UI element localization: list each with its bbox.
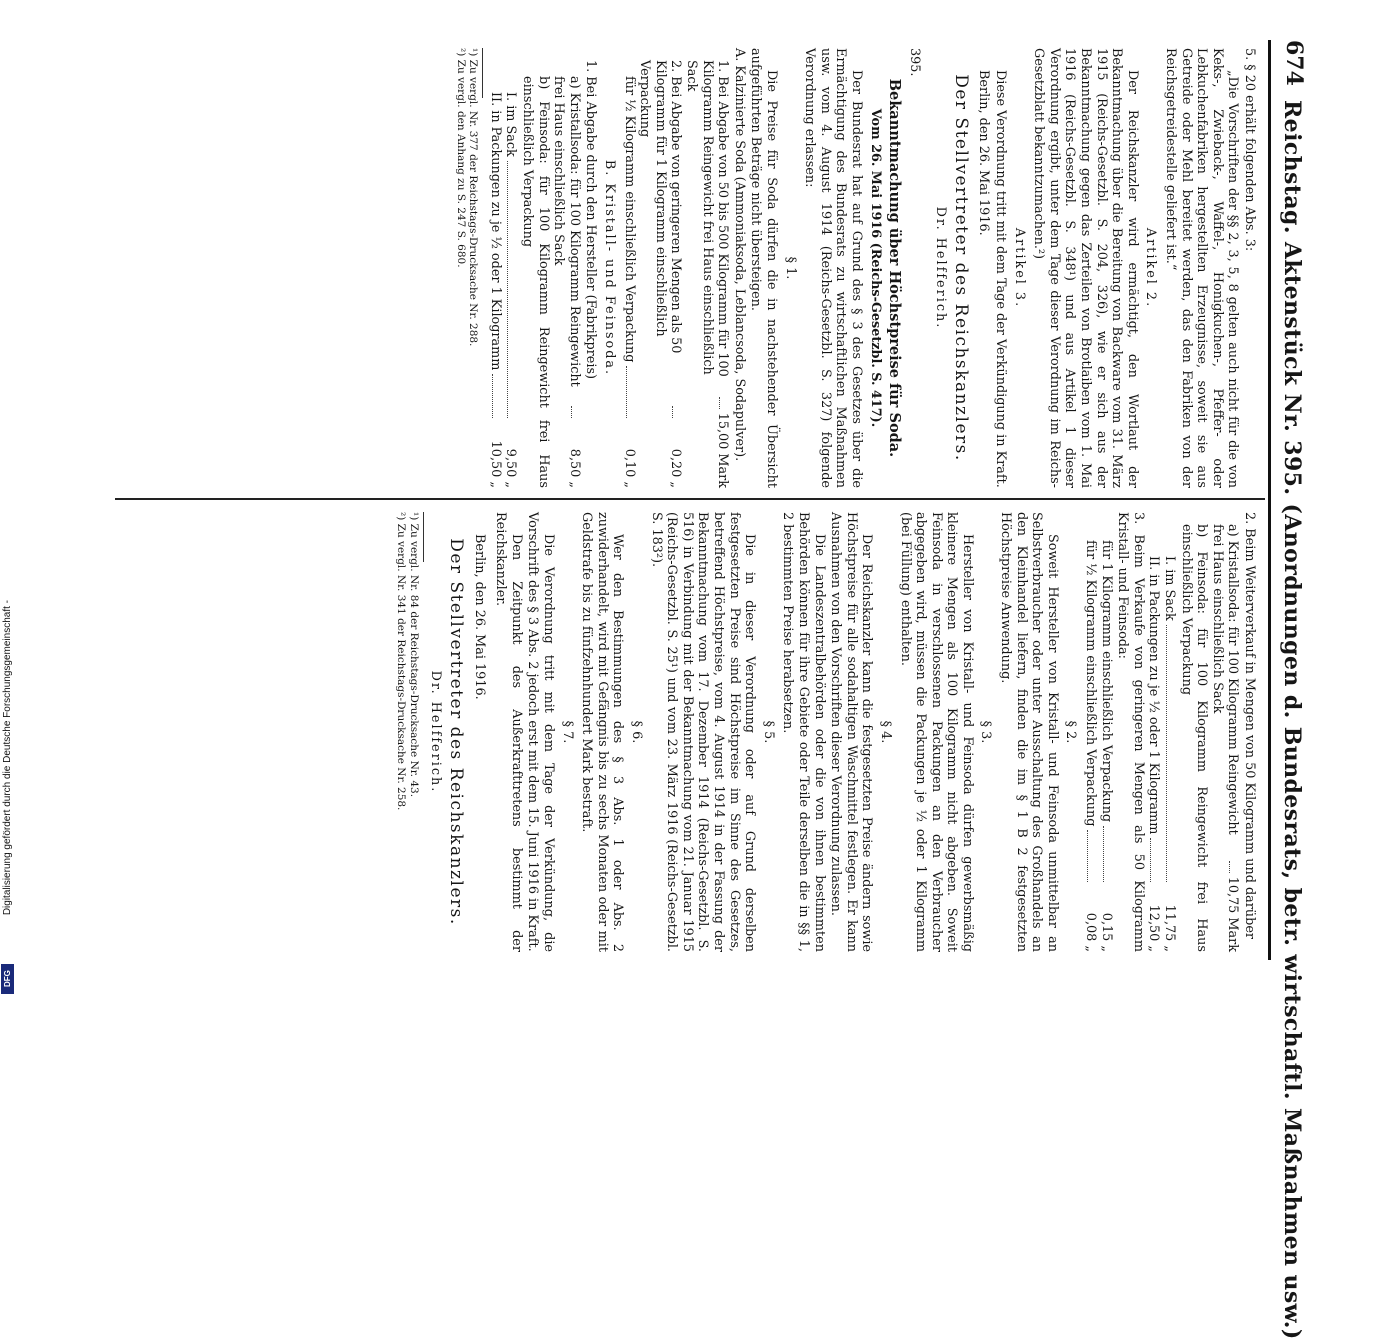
price-row-r2b-i xyxy=(1161,512,1177,952)
left-signer-name: Dr. Helfferich. xyxy=(933,206,949,330)
right-column xyxy=(77,512,1257,952)
price-label: für ½ Kilogramm einschließlich Verpackung xyxy=(621,76,637,363)
footnote-rule xyxy=(482,48,483,98)
price-value: 15,00 Mark xyxy=(715,412,731,488)
section-4-text: Der Reichskanzler kann die festgesetzten Preise ändern sowie Höchstpreise für alle sodahaltigen Waschmittel festlegen. Er kann Ausnahmen von den Vorschriften dieser Verordnung zulassen. xyxy=(828,512,875,952)
price-row-b1b-ii xyxy=(487,48,503,488)
price-value: 10,50 „ xyxy=(487,440,503,488)
header-rule xyxy=(1268,40,1271,960)
right-signer-title: Der Stellvertreter des Reichskanzlers. xyxy=(446,538,467,926)
price-value: 0,20 „ xyxy=(668,448,684,488)
section-2-title: § 2. xyxy=(1063,720,1079,744)
price-row-a2b xyxy=(621,48,637,488)
section-4-title: § 4. xyxy=(877,720,893,744)
section-3-title: § 3. xyxy=(978,720,994,744)
left-place-date: Berlin, den 26. Mai 1916. xyxy=(976,70,992,236)
price-value: 0,15 „ xyxy=(1098,912,1114,952)
price-row-b1a xyxy=(551,48,582,488)
price-row-r3b xyxy=(1082,512,1098,952)
section-6-text: Wer den Bestimmungen des § 3 Abs. 1 oder Abs. 2 zuwiderhandelt, wird mit Gefängnis bis zu sechs Monaten oder mit Geldstrafe bis zu fünfzehnhundert Mark bestraft. xyxy=(579,512,626,952)
right-place-date: Berlin, den 26. Mai 1916. xyxy=(471,534,487,700)
section-6-title: § 6. xyxy=(629,720,645,744)
right-footnote-2: ²) Zu vergl. Nr. 341 der Reichstags-Drucksache Nr. 258. xyxy=(395,512,408,811)
digitization-credit: Digitalisierung gefördert durch die Deutsche Forschungsgemeinschaft - xyxy=(2,600,13,916)
left-footnote-1: ¹) Zu vergl. Nr. 377 der Reichstags-Drucksache Nr. 288. xyxy=(467,48,480,347)
price-row-r3a xyxy=(1098,512,1114,952)
price-label: für ½ Kilogramm einschließlich Verpackung xyxy=(1083,540,1099,827)
page-number: 674 xyxy=(1281,40,1307,86)
ordinance-intro: Der Bundesrat hat auf Grund des § 3 des Gesetzes über die Ermächtigung des Bundesrats zu wirtschaftlichen Maßnahmen usw. vom 4. August 1914 (Reichs-Gesetzbl. S. 327) folgende Verordnung erlassen: xyxy=(802,48,864,488)
item-5-quote: „Die Vorschriften der §§ 2, 3, 5, 8 gelten auch nicht für die von Keks-, Zwieback-, Waffel-, Honigkuchen-, Pfeffer- oder Lebkuchenfabriken hergestellten Erzeugnisse, soweit sie aus Getreide oder Mehl bereitet werden, das den Fabriken von der Reichsgetreidestelle geliefert ist.“ xyxy=(1163,48,1241,488)
price-label: 1. Bei Abgabe von 50 bis 500 Kilogramm für 100 Kilogramm Reingewicht frei Haus einschließlich Sack xyxy=(684,60,731,377)
section-7-title: § 7. xyxy=(559,720,575,744)
right-signer-name: Dr. Helfferich. xyxy=(428,670,444,794)
column-divider xyxy=(115,498,1265,500)
price-label: I. im Sack xyxy=(503,92,519,157)
article-2-text: Der Reichskanzler wird ermächtigt, den Wortlaut der Bekanntmachung über die Bereitung von Backware vom 31. März 1915 (Reichs-Gesetzbl. S. 204, 326), wie er sich aus der Bekanntmachung gegen das Zerteilen von Brotlaiben vom 1. Mai 1916 (Reichs-Gesetzbl. S. 348¹) und aus Artikel 1 dieser Verordnung ergibt, unter dem Tage dieser Verordnung im Reichs-Gesetzblatt bekanntzumachen.²) xyxy=(1031,48,1140,488)
heading-a: A. Kalzinierte Soda (Ammoniaksoda, Leblancsoda, Sodapulver). xyxy=(731,48,747,462)
price-row-b1b-i xyxy=(503,48,519,488)
b1-label: 1. Bei Abgabe durch den Hersteller (Fabrikpreis) xyxy=(583,60,599,380)
page-header xyxy=(1271,40,1317,1340)
b1b-label: b) Feinsoda: für 100 Kilogramm Reingewicht frei Haus einschließlich Verpackung xyxy=(520,76,551,488)
price-label: II. in Packungen zu je ½ oder 1 Kilogramm xyxy=(487,92,503,371)
heading-b: B. Kristall- und Feinsoda. xyxy=(602,159,618,377)
footnote-rule xyxy=(423,512,424,562)
left-column xyxy=(77,48,1257,488)
price-value: 10,75 Mark xyxy=(1225,876,1241,952)
price-label: I. im Sack xyxy=(1162,556,1178,621)
r2b-label: b) Feinsoda: für 100 Kilogramm Reingewicht frei Haus einschließlich Verpackung xyxy=(1178,524,1210,952)
section-3-text: Hersteller von Kristall- und Feinsoda dürfen gewerbsmäßig kleinere Mengen als 100 Kilogramm nicht abgeben. Soweit Feinsoda in verschlossenen Packungen an den Verbraucher abgegeben wird, müssen die Packungen je ½ oder 1 Kilogramm (bei Füllung) enthalten. xyxy=(897,512,975,952)
article-3-title: Artikel 3. xyxy=(1011,227,1027,309)
left-footnote-2: ²) Zu vergl. den Anhang zu S. 247 S. 680. xyxy=(454,48,467,268)
price-value: 9,50 „ xyxy=(503,448,519,488)
price-row-a1 xyxy=(683,48,730,488)
price-value: 0,08 „ xyxy=(1083,912,1099,952)
price-row-r2b-ii xyxy=(1146,512,1162,952)
page-title: Reichstag. Aktenstück Nr. 395. (Anordnungen d. Bundesrats, betr. wirtschaftl. Maßnahmen usw.) xyxy=(1279,100,1305,1340)
price-label: 2. Bei Abgabe von geringeren Mengen als 50 Kilogramm für 1 Kilogramm einschließlich Verpackung xyxy=(637,60,684,354)
dfg-logo-icon: DFG xyxy=(1,964,14,994)
price-label: für 1 Kilogramm einschließlich Verpackung xyxy=(1098,540,1114,823)
ordinance-date: Vom 26. Mai 1916 (Reichs-Gesetzbl. S. 417). xyxy=(867,108,883,428)
price-row-a2 xyxy=(637,48,684,488)
ordinance-number: 395. xyxy=(906,48,922,77)
r3-label: 3. Beim Verkaufe von geringeren Mengen als 50 Kilogramm Kristall- und Feinsoda: xyxy=(1115,512,1146,952)
right-footnote-1: ¹) Zu vergl. Nr. 84 der Reichstags-Drucksache Nr. 43. xyxy=(407,512,420,798)
price-label: a) Kristallsoda: für 100 Kilogramm Reingewicht frei Haus einschließlich Sack xyxy=(551,76,582,387)
price-label: II. in Packungen zu je ½ oder 1 Kilogramm xyxy=(1146,556,1162,835)
price-value: 0,10 „ xyxy=(621,448,637,488)
price-row-r2a xyxy=(1209,512,1240,952)
section-1-text: Die Preise für Soda dürfen die in nachstehender Übersicht aufgeführten Beträge nicht übersteigen. xyxy=(748,48,779,488)
price-label: a) Kristallsoda: für 100 Kilogramm Reingewicht frei Haus einschließlich Sack xyxy=(1209,524,1241,835)
price-value: 11,75 „ xyxy=(1162,904,1178,952)
section-7-text-2: Den Zeitpunkt des Außerkrafttretens bestimmt der Reichskanzler. xyxy=(493,512,524,952)
section-1-title: § 1. xyxy=(782,256,798,280)
section-7-text: Die Verordnung tritt mit dem Tage der Verkündung, die Vorschrift des § 3 Abs. 2 jedoch erst mit dem 15. Juni 1916 in Kraft. xyxy=(525,512,557,952)
section-2-text: Soweit Hersteller von Kristall- und Feinsoda unmittelbar an Selbstverbraucher oder unter Ausschaltung des Großhandels an den Kleinhandel liefern, finden die im § 1 B 2 festgesetzten Höchstpreise Anwendung. xyxy=(998,512,1060,952)
item-5-intro: 5. § 20 erhält folgenden Abs. 3: xyxy=(1242,48,1257,252)
ordinance-title: Bekanntmachung über Höchstpreise für Soda. xyxy=(886,78,904,458)
r2-label: 2. Beim Weiterverkauf in Mengen von 50 Kilogramm und darüber xyxy=(1242,512,1257,940)
section-4-text-2: Die Landeszentralbehörden oder die von ihnen bestimmten Behörden können für ihre Gebiete oder Teile derselben die in §§ 1, 2 bestimmten Preise herabsetzen. xyxy=(780,512,827,952)
section-5-text: Die in dieser Verordnung oder auf Grund derselben festgesetzten Preise sind Höchstpreise im Sinne des Gesetzes, betreffend Höchstpreise, vom 4. August 1914 in der Fassung der Bekanntmachung vom 17. Dezember 1914 (Reichs-Gesetzbl. S. 516) in Verbindung mit der Bekanntmachung vom 21. Januar 1915 (Reichs-Gesetzbl. S. 25¹) und vom 23. März 1916 (Reichs-Gesetzbl. S. 183²). xyxy=(648,512,758,952)
section-5-title: § 5. xyxy=(760,720,776,744)
price-value: 8,50 „ xyxy=(566,448,582,488)
left-signer-title: Der Stellvertreter des Reichskanzlers. xyxy=(950,74,971,462)
article-3-text: Diese Verordnung tritt mit dem Tage der Verkündigung in Kraft. xyxy=(993,70,1009,488)
price-value: 12,50 „ xyxy=(1146,904,1162,952)
article-2-title: Artikel 2. xyxy=(1143,227,1159,309)
